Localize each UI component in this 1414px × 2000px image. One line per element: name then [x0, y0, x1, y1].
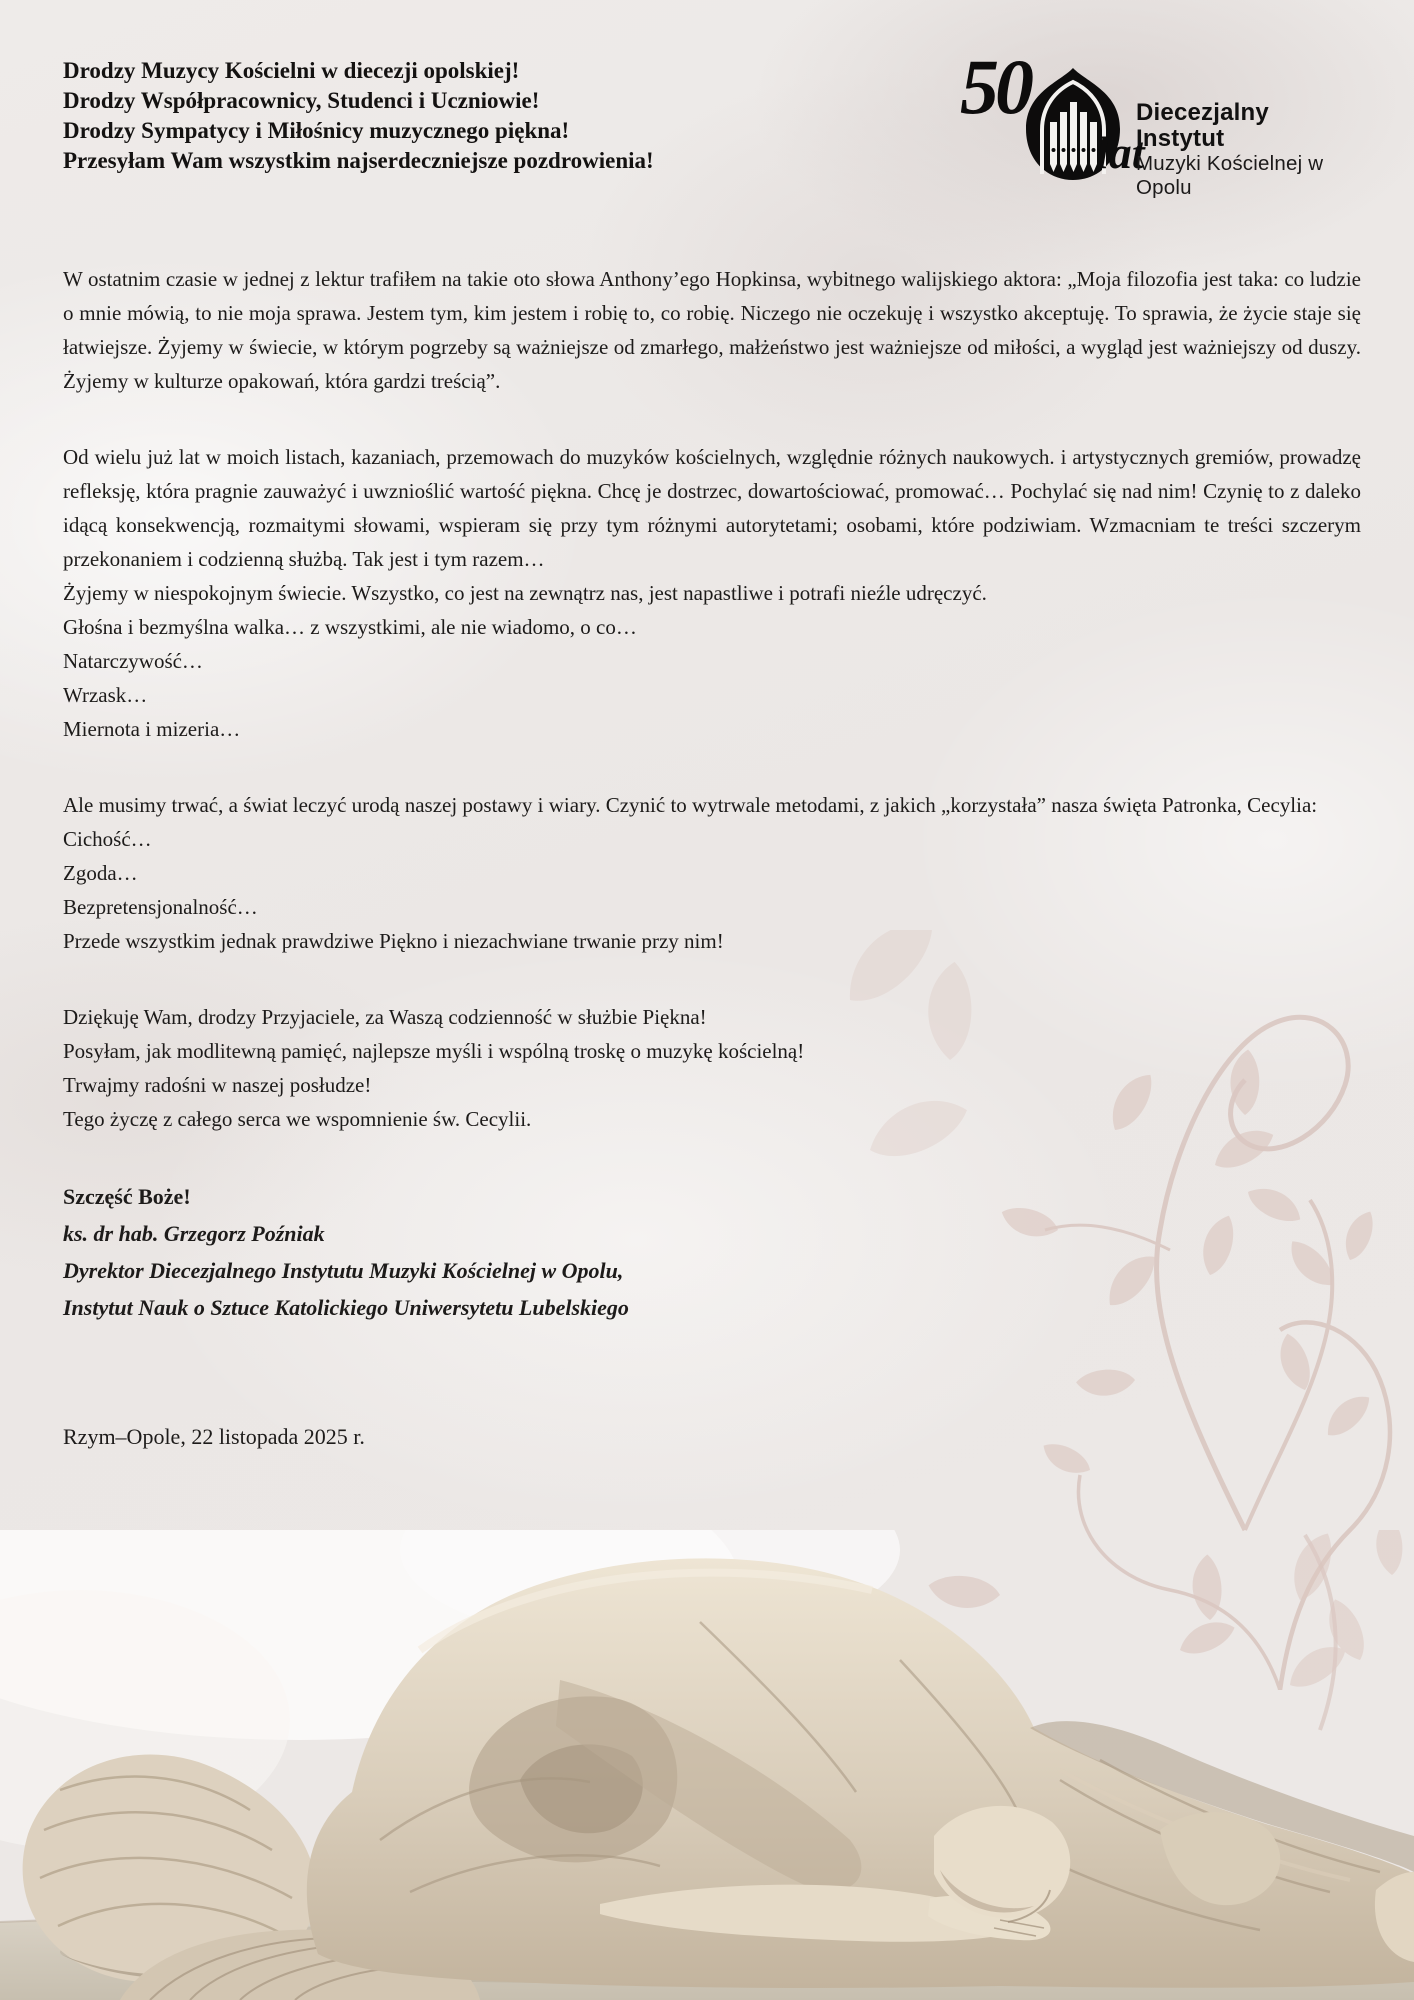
logo-lat-word: lat [1096, 127, 1145, 178]
paragraph-reflection [63, 440, 1361, 746]
signature-title: Instytut Nauk o Sztuce Katolickiego Uniwersytetu Lubelskiego [63, 1295, 629, 1320]
body-line: Żyjemy w niespokojnym świecie. Wszystko, co jest na zewnątrz nas, jest napastliwe i potrafi nieźle udręczyć. [63, 581, 987, 605]
signature-block [63, 1178, 1361, 1326]
paragraph-hopkins [63, 262, 1361, 398]
logo-wordmark [1136, 100, 1360, 200]
body-line: Bezpretensjonalność… [63, 895, 258, 919]
greeting-line: Drodzy Współpracownicy, Studenci i Uczniowie! [63, 88, 540, 113]
dateline: Rzym–Opole, 22 listopada 2025 r. [63, 1424, 365, 1449]
paragraph-cecylia [63, 788, 1361, 958]
body-line: Dziękuję Wam, drodzy Przyjaciele, za Waszą codzienność w służbie Piękna! [63, 1005, 707, 1029]
body-line: Posyłam, jak modlitewną pamięć, najlepsze myśli i wspólną troskę o muzykę kościelną! [63, 1039, 805, 1063]
logo-name-line2: Muzyki Kościelnej w Opolu [1136, 152, 1324, 199]
signature-title: Dyrektor Diecezjalnego Instytutu Muzyki Kościelnej w Opolu, [63, 1258, 624, 1283]
body-paragraph: Ale musimy trwać, a świat leczyć urodą naszej postawy i wiary. Czynić to wytrwale metodami, z jakich „korzystała” nasza święta Patronka, Cecylia: [63, 793, 1318, 817]
letter-content [63, 56, 1361, 1474]
greeting-line: Przesyłam Wam wszystkim najserdeczniejsze pozdrowienia! [63, 148, 654, 173]
body-line: Natarczywość… [63, 649, 203, 673]
body-line: Wrzask… [63, 683, 148, 707]
body-paragraph: W ostatnim czasie w jednej z lektur trafiłem na takie oto słowa Anthony’ego Hopkinsa, wybitnego walijskiego aktora: „Moja filozofia jest taka: co ludzie o mnie mówią, to nie moja sprawa. Jestem tym, kim jestem i robię to, co robię. Niczego nie oczekuję i wszystko akceptuję. To sprawia, że życie staje się łatwiejsze. Żyjemy w świecie, w którym pogrzeby są ważniejsze od zmarłego, małżeństwo jest ważniejsze od miłości, a wygląd jest ważniejszy od duszy. Żyjemy w kulturze opakowań, która gardzi treścią”. [63, 267, 1361, 393]
floral-ornament-statue-corner [1279, 1530, 1409, 1730]
body-line: Miernota i mizeria… [63, 717, 241, 741]
signature-name: ks. dr hab. Grzegorz Poźniak [63, 1221, 325, 1246]
logo-50-number: 50 [960, 43, 1030, 130]
body-line: Trwajmy radośni w naszej posłudze! [63, 1073, 372, 1097]
statue-of-st-cecilia-image [0, 1530, 1414, 2000]
signature-blessing: Szczęść Boże! [63, 1184, 191, 1209]
paragraph-thanks [63, 1000, 1361, 1136]
body-line: Zgoda… [63, 861, 138, 885]
body-paragraph: Od wielu już lat w moich listach, kazaniach, przemowach do muzyków kościelnych, względnie różnych naukowych. i artystycznych gremiów, prowadzę refleksję, która pragnie zauważyć i uwznioślić wartość piękna. Chcę je dostrzec, dowartościować, promować… Pochylać się nad nim! Czynię to z daleko idącą konsekwencją, rozmaitymi słowami, wspieram się przy tym różnymi autorytetami; osobami, które podziwiam. Wzmacniam te treści szczerym przekonaniem i codzienną służbą. Tak jest i tym razem… [63, 445, 1361, 571]
body-line: Głośna i bezmyślna walka… z wszystkimi, ale nie wiadomo, o co… [63, 615, 637, 639]
logo-name-line1: Diecezjalny Instytut [1136, 99, 1269, 152]
body-line: Cichość… [63, 827, 152, 851]
institute-logo [960, 43, 1360, 199]
greeting-line: Drodzy Sympatycy i Miłośnicy muzycznego piękna! [63, 118, 570, 143]
greeting-line: Drodzy Muzycy Kościelni w diecezji opolskiej! [63, 58, 520, 83]
body-line: Tego życzę z całego serca we wspomnienie św. Cecylii. [63, 1107, 532, 1131]
body-line: Przede wszystkim jednak prawdziwe Piękno i niezachwiane trwanie przy nim! [63, 929, 724, 953]
